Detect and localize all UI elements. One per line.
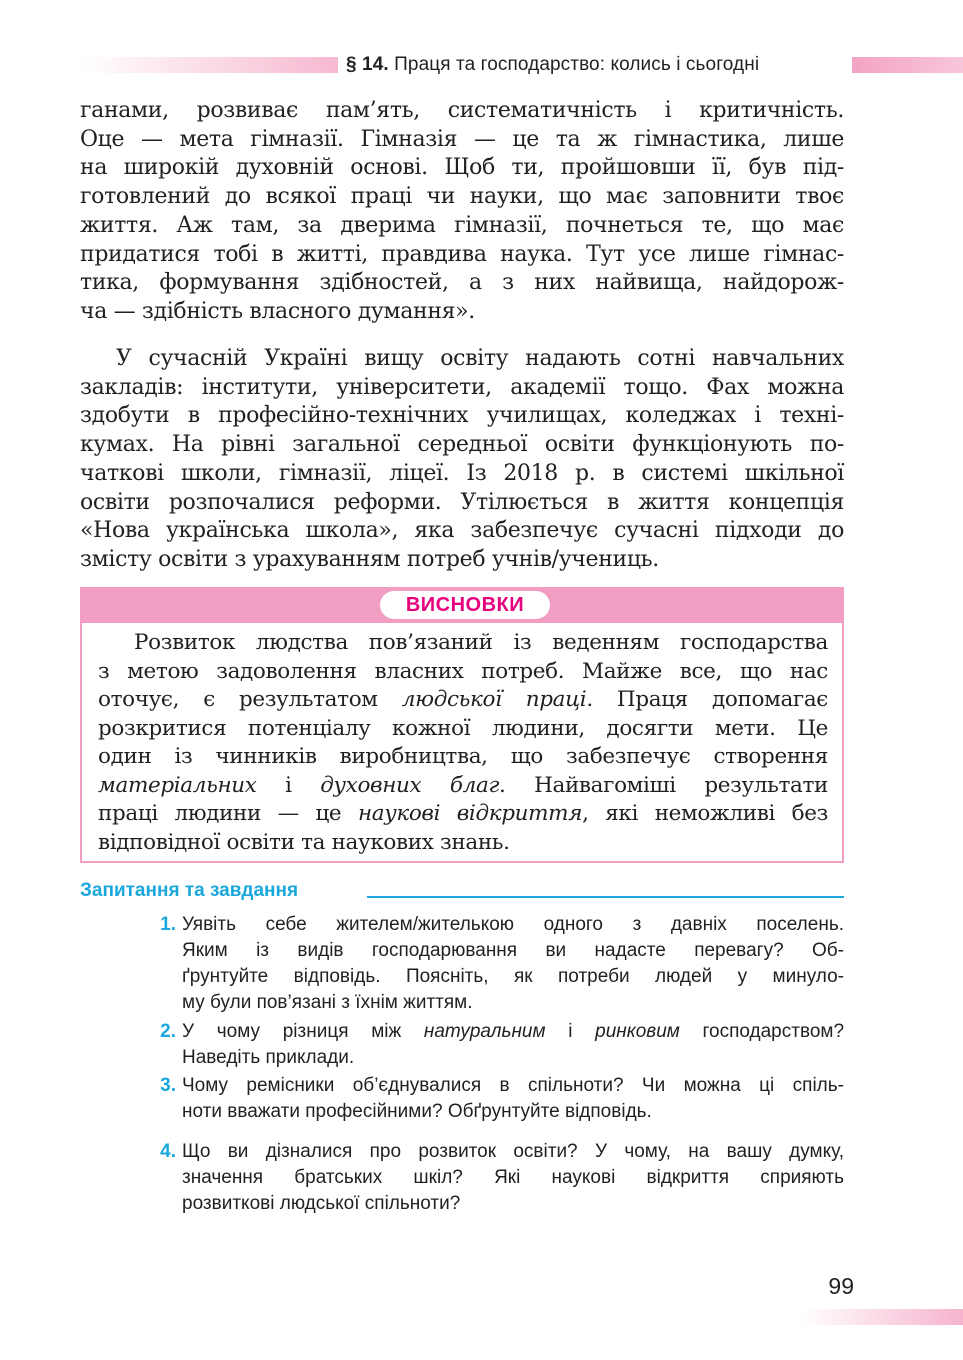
text-line: на широкій духовній основі. Щоб ти, пройшовши її, був під- xyxy=(80,155,844,181)
conclusions-title: ВИСНОВКИ xyxy=(380,591,550,619)
text-line: Яким із видів господарювання ви надасте перевагу? Об- xyxy=(182,940,844,961)
text-line: життя. Аж там, за дверима гімназії, почнеться те, що має xyxy=(80,212,844,238)
task-number: 1. xyxy=(160,914,176,935)
conclusions-box xyxy=(80,587,844,863)
text-line: ча — здібність власного думання». xyxy=(80,298,475,324)
paragraph-quote-continuation xyxy=(80,97,844,327)
section-number: § 14. xyxy=(346,54,389,75)
paragraph-modern-education xyxy=(80,345,844,575)
task-text xyxy=(182,1019,844,1071)
text-run: господарством? xyxy=(679,1021,845,1042)
emphasis-natural: натуральним xyxy=(423,1021,546,1042)
text-line: Уявіть себе жителем/жителькою одного з давніх поселень. xyxy=(182,914,844,935)
section-title: Праця та господарство: колись і сьогодні xyxy=(394,54,760,75)
tasks-heading-rule xyxy=(367,896,844,898)
text-run: . Найвагоміші результати xyxy=(499,772,828,798)
text-line: Оце — мета гімназії. Гімназія — це та ж гімнастика, лише xyxy=(80,126,844,152)
text-line xyxy=(98,772,828,801)
text-line: «Нова українська школа», яка забезпечує сучасні підходи до xyxy=(80,518,844,544)
text-line: му були пов’язані з їхнім життям. xyxy=(182,992,473,1013)
text-line: здобути в професійно-технічних училищах, коледжах і техні- xyxy=(80,403,844,429)
text-line: тика, формування здібностей, а з них найвища, найдорож- xyxy=(80,270,844,296)
running-header xyxy=(346,53,846,77)
text-line: розвиткові людської спільноти? xyxy=(182,1193,461,1214)
text-line: розкритися потенціалу кожної людини, досягти мети. Це xyxy=(98,715,828,741)
text-line: відповідної освіти та наукових знань. xyxy=(98,829,510,855)
text-run: і xyxy=(256,772,321,798)
header-decor-bar-left xyxy=(80,57,338,73)
text-line: готовлений до всякої праці чи науки, що має заповнити твоє xyxy=(80,184,844,210)
conclusions-header-band xyxy=(82,589,842,623)
emphasis-human-labor: людської праці xyxy=(401,687,587,712)
text-line: ґрунтуйте відповідь. Поясніть, як потреби людей у минуло- xyxy=(182,966,844,987)
text-line: змісту освіти з урахуванням потреб учнів/учениць. xyxy=(80,546,659,572)
task-text xyxy=(182,1139,844,1217)
text-line: Розвиток людства пов’язаний із веденням господарства xyxy=(134,630,828,655)
text-run: праці людини — це xyxy=(98,801,358,826)
task-text xyxy=(182,1073,844,1125)
text-run: оточує, є результатом xyxy=(98,687,402,712)
text-line: Наведіть приклади. xyxy=(182,1047,355,1068)
text-line: ганами, розвиває пам’ять, систематичність і критичність. xyxy=(80,98,844,123)
emphasis-scientific-discoveries: наукові відкриття xyxy=(357,801,583,826)
header-decor-bar-right xyxy=(852,57,963,73)
emphasis-market: ринковим xyxy=(595,1021,680,1042)
emphasis-material: матеріальних xyxy=(98,772,257,798)
footer-decor-bar xyxy=(800,1309,963,1325)
text-line: один із чинників виробництва, що забезпечує створення xyxy=(98,744,828,769)
text-line: значення братських шкіл? Які наукові відкриття сприяють xyxy=(182,1167,844,1188)
text-line: чаткові школи, гімназії, ліцеї. Із 2018 р. в системі шкільної xyxy=(80,460,844,486)
text-line: Чому ремісники об’єднувалися в спільноти? Чи можна ці спіль- xyxy=(182,1075,844,1096)
task-number: 4. xyxy=(160,1141,176,1162)
text-line: придатися тобі в житті, правдива наука. Тут усе лише гімнас- xyxy=(80,241,844,267)
emphasis-spiritual-goods: духовних благ xyxy=(320,772,499,798)
task-number: 2. xyxy=(160,1021,176,1042)
tasks-heading: Запитання та завдання xyxy=(80,880,299,901)
text-line: кумах. На рівні загальної середньої освіти функціонують по- xyxy=(80,432,844,458)
text-line xyxy=(182,1019,844,1045)
text-line: закладів: інститути, університети, академії тощо. Фах можна xyxy=(80,374,844,400)
task-text xyxy=(182,912,844,1016)
task-number: 3. xyxy=(160,1075,176,1096)
text-run: У чому різниця між xyxy=(182,1021,424,1042)
page-number: 99 xyxy=(828,1273,854,1299)
text-run: , які неможливі без xyxy=(582,801,828,826)
text-line: Що ви дізналися про розвиток освіти? У чому, на вашу думку, xyxy=(182,1141,844,1162)
text-line: У сучасній Україні вищу освіту надають сотні навчальних xyxy=(116,346,844,371)
text-line: з метою задоволення власних потреб. Майже все, що нас xyxy=(98,658,828,684)
text-line xyxy=(98,686,828,715)
text-line xyxy=(98,800,828,829)
text-run: . Праця допомагає xyxy=(586,687,828,712)
text-line: освіти розпочалися реформи. Утілюється в життя концепція xyxy=(80,489,844,515)
text-line: ноти вважати професійними? Обґрунтуйте відповідь. xyxy=(182,1101,652,1122)
conclusions-text xyxy=(98,629,828,857)
text-run: і xyxy=(545,1021,596,1042)
